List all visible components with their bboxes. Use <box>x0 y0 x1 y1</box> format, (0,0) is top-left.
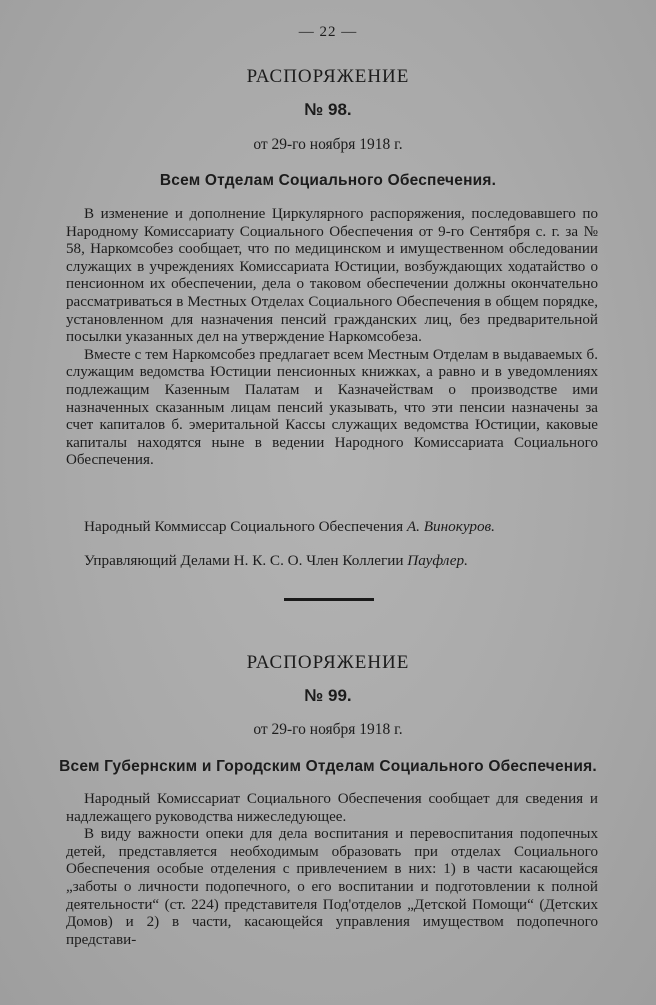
order1-signature-commissar <box>84 518 604 536</box>
order2-addressee: Всем Губернским и Городским Отделам Социального Обеспечения. <box>59 758 597 775</box>
order1-paragraph-2: Вместе с тем Наркомсобез предлагает всем Местным Отделам в выдаваемых б. служащим ведомства Юстиции пенсионных книжках, а равно и в уведомлениях подлежащим Казенным Палатам и Казначействам о производстве ими назначенных сказанным лицам пенсий указывать, что эти пенсии назначены за счет капиталов б. эмеритальной Кассы служащих ведомства Юстиции, каковые капиталы находятся ныне в ведении Народного Комиссариата Социального Обеспечения. <box>66 346 598 469</box>
section-divider <box>284 598 374 601</box>
order2-paragraph-1: Народный Комиссариат Социального Обеспечения сообщает для сведения и надлежащего руководства нижеследующее. <box>66 791 598 825</box>
signature2-name: Пауфлер. <box>407 552 468 569</box>
signature2-text: Управляющий Делами Н. К. С. О. Член Коллегии <box>84 552 404 569</box>
order1-addressee: Всем Отделам Социального Обеспечения. <box>159 172 497 189</box>
order2-number: № 99. <box>304 686 352 705</box>
page-number: — 22 — <box>298 24 358 40</box>
order1-signature-manager <box>84 552 604 570</box>
order2-title: РАСПОРЯЖЕНИЕ <box>246 652 410 673</box>
order1-date: от 29-го ноября 1918 г. <box>253 136 403 153</box>
order1-paragraph-1: В изменение и дополнение Циркулярного распоряжения, последовавшего по Народному Комиссариату Социального Обеспечения от 9-го Сентября с. г. за № 58, Наркомсобез сообщает, что по медицинском и имущественном обследовании служащих в учреждениях Комиссариата Юстиции, возбуждающих ходатайство о пенсионном их обеспечении, дела о таковом обеспечении должны окончательно рассматриваться в Местных Отделах Социального Обеспечения в общем порядке, установленном для назначения пенсий гражданских лиц, без предварительной посылки указанных дел на утверждение Наркомсобеза. <box>66 206 598 346</box>
order2-paragraph-2: В виду важности опеки для дела воспитания и перевоспитания подопечных детей, представляется необходимым образовать при отделах Социального Обеспечения особые отделения с привлечением в них: 1) в части касающейся „заботы о личности подопечного, о его воспитании и подготовлении к полной деятельности“ (ст. 224) представителя Под'отделов „Детской Помощи“ (Детских Домов) и 2) в части, касающейся управления имуществом подопечного представи- <box>66 826 598 948</box>
signature1-name: А. Винокуров. <box>406 518 495 535</box>
order2-body <box>66 791 598 949</box>
order2-date: от 29-го ноября 1918 г. <box>253 721 403 738</box>
order1-body <box>66 206 598 470</box>
order1-number: № 98. <box>304 100 352 119</box>
order1-title: РАСПОРЯЖЕНИЕ <box>246 66 410 87</box>
signature1-text: Народный Коммиссар Социального Обеспечения <box>84 518 404 535</box>
